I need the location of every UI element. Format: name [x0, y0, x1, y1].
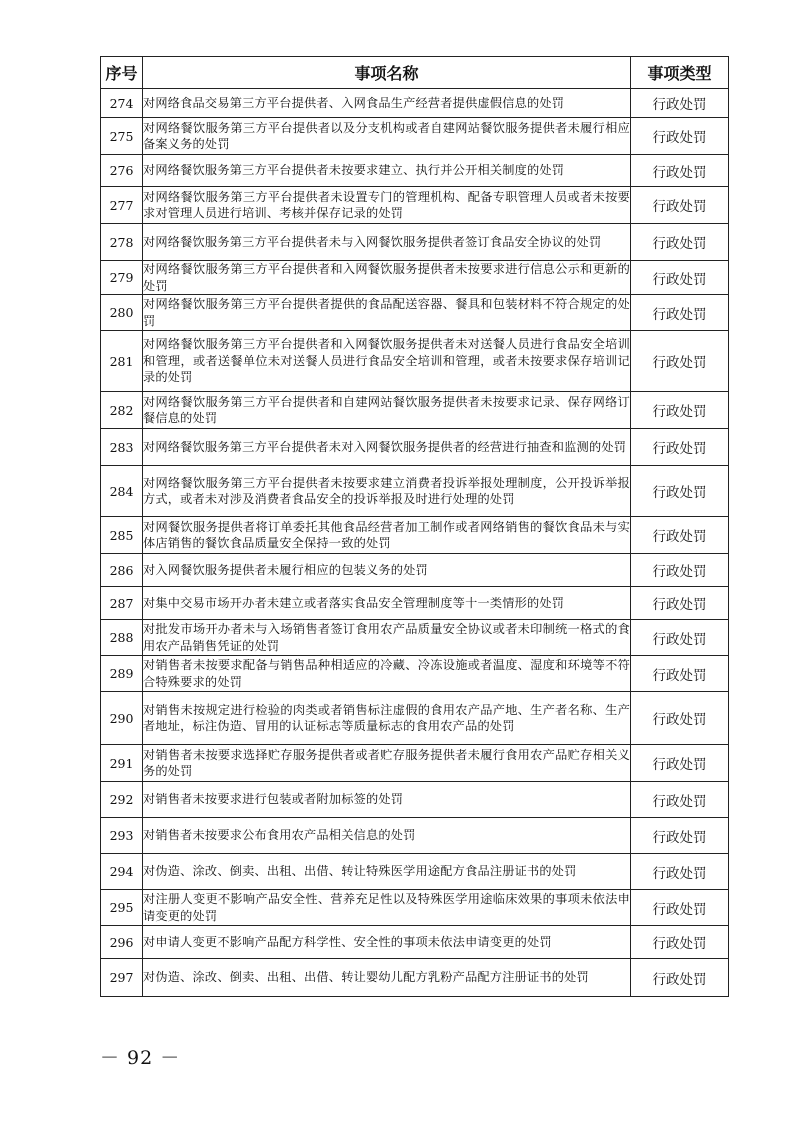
row-name: 对网络食品交易第三方平台提供者、入网食品生产经营者提供虚假信息的处罚	[143, 89, 631, 118]
row-index: 281	[101, 331, 143, 392]
table-row	[101, 261, 729, 295]
table-row	[101, 782, 729, 818]
header-name: 事项名称	[143, 57, 631, 89]
row-name: 对销售者未按要求进行包装或者附加标签的处罚	[143, 782, 631, 818]
row-index: 297	[101, 959, 143, 997]
row-index: 275	[101, 118, 143, 155]
table-row	[101, 554, 729, 587]
table-row	[101, 331, 729, 392]
row-index: 285	[101, 517, 143, 554]
row-index: 294	[101, 854, 143, 890]
row-name: 对伪造、涂改、倒卖、出租、出借、转让婴幼儿配方乳粉产品配方注册证书的处罚	[143, 959, 631, 997]
table-row	[101, 818, 729, 854]
row-name: 对网络餐饮服务第三方平台提供者和自建网站餐饮服务提供者未按要求记录、保存网络订餐信息的处罚	[143, 392, 631, 429]
table-row	[101, 295, 729, 331]
row-type: 行政处罚	[631, 620, 729, 656]
row-index: 292	[101, 782, 143, 818]
table-row	[101, 959, 729, 997]
table-row	[101, 429, 729, 466]
row-type: 行政处罚	[631, 926, 729, 959]
table-row	[101, 656, 729, 692]
row-type: 行政处罚	[631, 554, 729, 587]
row-index: 274	[101, 89, 143, 118]
row-name: 对网络餐饮服务第三方平台提供者未与入网餐饮服务提供者签订食品安全协议的处罚	[143, 224, 631, 261]
row-name: 对网餐饮服务提供者将订单委托其他食品经营者加工制作或者网络销售的餐饮食品未与实体店销售的餐饮食品质量安全保持一致的处罚	[143, 517, 631, 554]
row-name: 对网络餐饮服务第三方平台提供者未设置专门的管理机构、配备专职管理人员或者未按要求对管理人员进行培训、考核并保存记录的处罚	[143, 187, 631, 224]
row-type: 行政处罚	[631, 782, 729, 818]
row-name: 对网络餐饮服务第三方平台提供者提供的食品配送容器、餐具和包装材料不符合规定的处罚	[143, 295, 631, 331]
table-row	[101, 854, 729, 890]
table-row	[101, 587, 729, 620]
row-type: 行政处罚	[631, 656, 729, 692]
table-row	[101, 118, 729, 155]
row-type: 行政处罚	[631, 224, 729, 261]
row-index: 290	[101, 692, 143, 745]
table-row	[101, 89, 729, 118]
row-name: 对网络餐饮服务第三方平台提供者和入网餐饮服务提供者未对送餐人员进行食品安全培训和管理，或者送餐单位未对送餐人员进行食品安全培训和管理，或者未按要求保存培训记录的处罚	[143, 331, 631, 392]
row-index: 296	[101, 926, 143, 959]
row-index: 289	[101, 656, 143, 692]
table-row	[101, 745, 729, 782]
row-name: 对网络餐饮服务第三方平台提供者未按要求建立消费者投诉举报处理制度，公开投诉举报方式，或者未对涉及消费者食品安全的投诉举报及时进行处理的处罚	[143, 466, 631, 517]
row-name: 对注册人变更不影响产品安全性、营养充足性以及特殊医学用途临床效果的事项未依法申请变更的处罚	[143, 890, 631, 926]
table-row	[101, 392, 729, 429]
row-name: 对销售者未按要求选择贮存服务提供者或者贮存服务提供者未履行食用农产品贮存相关义务的处罚	[143, 745, 631, 782]
row-index: 287	[101, 587, 143, 620]
table-body	[101, 89, 729, 997]
row-type: 行政处罚	[631, 959, 729, 997]
row-index: 282	[101, 392, 143, 429]
row-type: 行政处罚	[631, 745, 729, 782]
row-index: 283	[101, 429, 143, 466]
row-type: 行政处罚	[631, 261, 729, 295]
table-row	[101, 620, 729, 656]
row-index: 278	[101, 224, 143, 261]
page-number: － 92 －	[100, 1047, 181, 1069]
row-name: 对销售者未按要求公布食用农产品相关信息的处罚	[143, 818, 631, 854]
row-name: 对伪造、涂改、倒卖、出租、出借、转让特殊医学用途配方食品注册证书的处罚	[143, 854, 631, 890]
row-name: 对销售者未按要求配备与销售品种相适应的冷藏、冷冻设施或者温度、湿度和环境等不符合特殊要求的处罚	[143, 656, 631, 692]
row-name: 对网络餐饮服务第三方平台提供者未按要求建立、执行并公开相关制度的处罚	[143, 155, 631, 187]
row-type: 行政处罚	[631, 890, 729, 926]
row-type: 行政处罚	[631, 155, 729, 187]
row-index: 286	[101, 554, 143, 587]
header-index: 序号	[101, 57, 143, 89]
table-row	[101, 466, 729, 517]
row-type: 行政处罚	[631, 466, 729, 517]
row-index: 284	[101, 466, 143, 517]
table-row	[101, 187, 729, 224]
row-index: 276	[101, 155, 143, 187]
row-index: 280	[101, 295, 143, 331]
row-type: 行政处罚	[631, 854, 729, 890]
row-name: 对网络餐饮服务第三方平台提供者以及分支机构或者自建网站餐饮服务提供者未履行相应备案义务的处罚	[143, 118, 631, 155]
row-name: 对入网餐饮服务提供者未履行相应的包装义务的处罚	[143, 554, 631, 587]
row-type: 行政处罚	[631, 187, 729, 224]
row-type: 行政处罚	[631, 517, 729, 554]
row-type: 行政处罚	[631, 429, 729, 466]
row-index: 293	[101, 818, 143, 854]
row-name: 对批发市场开办者未与入场销售者签订食用农产品质量安全协议或者未印制统一格式的食用农产品销售凭证的处罚	[143, 620, 631, 656]
row-type: 行政处罚	[631, 692, 729, 745]
table-row	[101, 926, 729, 959]
row-type: 行政处罚	[631, 89, 729, 118]
row-name: 对集中交易市场开办者未建立或者落实食品安全管理制度等十一类情形的处罚	[143, 587, 631, 620]
table-row	[101, 155, 729, 187]
row-type: 行政处罚	[631, 818, 729, 854]
row-index: 277	[101, 187, 143, 224]
row-type: 行政处罚	[631, 295, 729, 331]
table-row	[101, 224, 729, 261]
table-row	[101, 517, 729, 554]
row-type: 行政处罚	[631, 331, 729, 392]
row-index: 291	[101, 745, 143, 782]
row-type: 行政处罚	[631, 392, 729, 429]
table-header-row	[101, 57, 729, 89]
row-name: 对网络餐饮服务第三方平台提供者和入网餐饮服务提供者未按要求进行信息公示和更新的处罚	[143, 262, 630, 293]
row-type: 行政处罚	[631, 118, 729, 155]
header-type: 事项类型	[631, 57, 729, 89]
row-name: 对网络餐饮服务第三方平台提供者未对入网餐饮服务提供者的经营进行抽查和监测的处罚	[143, 429, 631, 466]
table-row	[101, 890, 729, 926]
row-index: 295	[101, 890, 143, 926]
table-row	[101, 692, 729, 745]
row-type: 行政处罚	[631, 587, 729, 620]
row-index: 279	[101, 261, 143, 295]
row-name: 对申请人变更不影响产品配方科学性、安全性的事项未依法申请变更的处罚	[143, 926, 631, 959]
row-index: 288	[101, 620, 143, 656]
items-table	[100, 56, 729, 997]
row-name: 对销售未按规定进行检验的肉类或者销售标注虚假的食用农产品产地、生产者名称、生产者地址，标注伪造、冒用的认证标志等质量标志的食用农产品的处罚	[143, 692, 631, 745]
